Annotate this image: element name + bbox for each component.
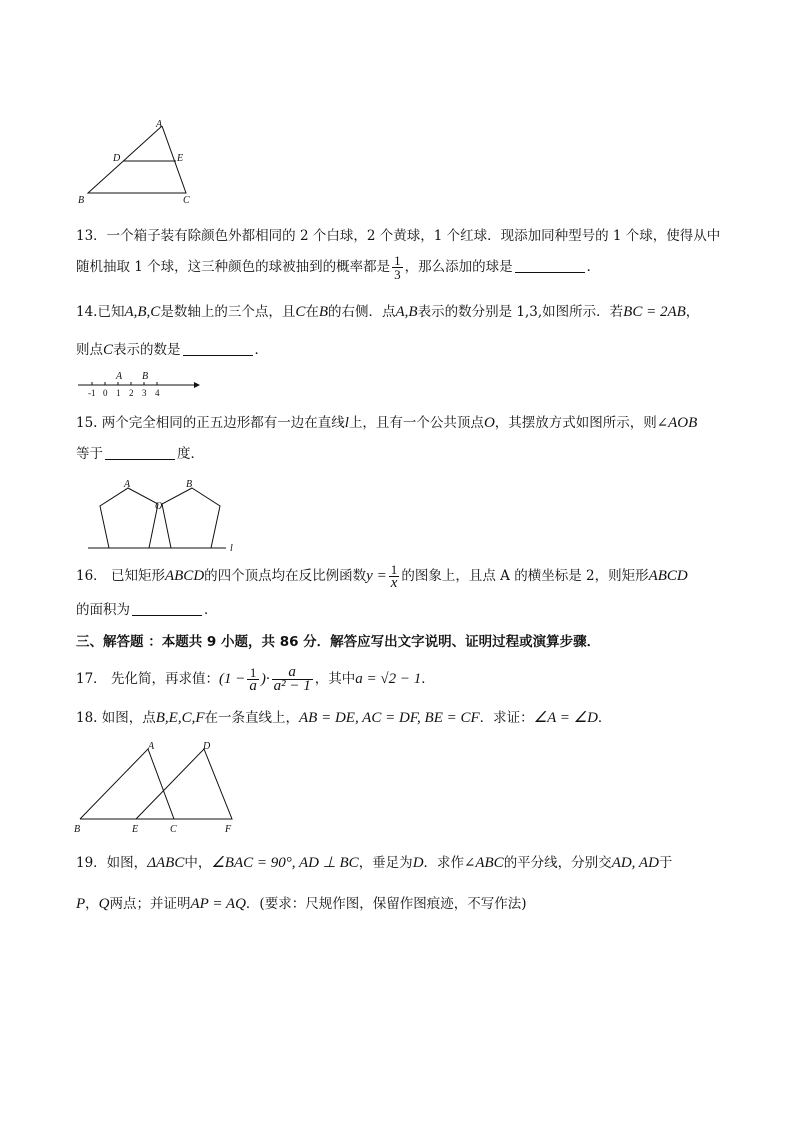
q19-v3: D [412, 855, 424, 871]
q19-v8: AP = AQ [190, 896, 246, 912]
numline-label-b: B [142, 371, 149, 382]
q19-v1: ΔABC [147, 855, 185, 871]
q18-t3: ．求证： [479, 710, 534, 726]
q16-answer-blank[interactable] [132, 601, 202, 616]
q17-f2-den: a² − 1 [273, 678, 311, 694]
q16-v2: y = [366, 568, 387, 584]
tick-3: 3 [142, 388, 147, 398]
q14-t6: ， [685, 304, 700, 320]
q16-t1: 16． 已知矩形 [76, 568, 165, 584]
fig12-label-e: E [177, 153, 184, 164]
q19-v2: ∠BAC = 90°, AD ⊥ BC [211, 855, 359, 871]
q17-line [76, 666, 435, 693]
q19-t6: 于 [658, 855, 673, 871]
q16-line2 [76, 600, 218, 620]
q17-e1: (1 − [218, 671, 246, 687]
fig18-label-d: D [203, 741, 211, 752]
q16-v3: ABCD [648, 568, 688, 584]
q17-fraction-1 [247, 666, 259, 693]
q14-answer-blank[interactable] [183, 341, 253, 356]
q17-t2: ，其中 [314, 671, 356, 687]
q15-t2: 上，且有一个公共顶点 [348, 415, 484, 431]
q16-t2: 的四个顶点均在反比例函数 [204, 568, 367, 584]
number-line-figure [76, 370, 206, 400]
q19-v4: ABC [475, 855, 504, 871]
q13-frac-den: 3 [394, 267, 401, 282]
two-pentagons-figure [86, 476, 246, 554]
q19-t3: ，垂足为 [358, 855, 413, 871]
fig12-label-a: A [156, 119, 163, 130]
tick-1: 1 [116, 388, 121, 398]
q19-v6: P [76, 896, 86, 912]
q13-line1 [76, 226, 720, 246]
q13-fraction [392, 254, 403, 281]
q13-end: ． [586, 259, 601, 275]
fig12-label-c: C [183, 195, 190, 206]
q13-line2 [76, 254, 600, 281]
q14-v6: C [103, 342, 114, 358]
q16-frac-den: x [390, 575, 398, 591]
q15-t5: 度． [177, 446, 204, 462]
q18-line [76, 708, 611, 728]
q15-v3: AOB [668, 415, 698, 431]
q14-t8: 表示的数是 [113, 342, 181, 358]
q17-end: ． [421, 671, 435, 687]
q19-t4: ．求作∠ [423, 855, 476, 871]
q14-v1: A,B,C [124, 304, 161, 320]
q16-t4: 的面积为 [76, 602, 130, 618]
q16-frac-num: 1 [389, 563, 400, 577]
fig12-label-d: D [113, 153, 121, 164]
q19-t8: 两点；并证明 [109, 896, 191, 912]
fig15-label-l: l [230, 543, 233, 554]
q18-end: ． [597, 710, 612, 726]
fig15-label-b: B [186, 479, 193, 490]
q19-v7: Q [98, 896, 110, 912]
q14-v5: BC = 2AB [623, 304, 686, 320]
q15-v2: O [483, 415, 495, 431]
tick-4: 4 [155, 388, 160, 398]
q15-t4: 等于 [76, 446, 103, 462]
fig18-label-f: F [225, 824, 232, 835]
q19-line1 [76, 853, 672, 873]
q13-text-1: 13．一个箱子装有除颜色外都相同的 2 个白球，2 个黄球，1 个红球．现添加同种型号的 1 个球，使得从中 [76, 228, 721, 244]
q15-t1: 15. 两个完全相同的正五边形都有一边在直线 [76, 415, 345, 431]
q16-line1 [76, 563, 688, 590]
section3-heading: 三、解答题 ：本题共 9 小题，共 86 分．解答应写出文字说明、证明过程或演算步骤． [76, 634, 601, 650]
q16-t3: 的图象上，且点 A 的横坐标是 2，则矩形 [401, 568, 649, 584]
fig18-label-e: E [132, 824, 139, 835]
q16-v1: ABCD [164, 568, 205, 584]
q14-t4: 的右侧．点 [328, 304, 396, 320]
q17-f1-num: 1 [247, 666, 259, 680]
q14-v2: C [295, 304, 306, 320]
q18-v1: B,E,C,F [155, 710, 205, 726]
q18-t1: 18. 如图，点 [76, 710, 156, 726]
q17-e2: )· [260, 671, 270, 687]
q19-line2 [76, 894, 526, 914]
q14-v3: B [318, 304, 329, 320]
q13-text-3: ，那么添加的球是 [404, 259, 513, 275]
q19-t5: 的平分线，分别交 [503, 855, 612, 871]
q17-t1: 17． 先化简，再求值： [76, 671, 219, 687]
fig15-label-a: A [124, 479, 131, 490]
q15-answer-blank[interactable] [105, 445, 175, 460]
q14-t7: 则点 [76, 342, 103, 358]
triangle-figure-de-bc [76, 118, 206, 206]
q14-line1 [76, 302, 699, 322]
tick-minus1: -1 [88, 388, 96, 398]
q19-t2: 中， [184, 855, 212, 871]
q15-t3: ，其摆放方式如图所示，则∠ [494, 415, 669, 431]
q14-end: ． [254, 342, 269, 358]
q14-v4: A,B [395, 304, 418, 320]
fig12-label-b: B [78, 195, 85, 206]
q19-t9: ．(要求：尺规作图，保留作图痕迹，不写作法) [245, 896, 527, 912]
q19-t7: ， [85, 896, 99, 912]
q14-t2: 是数轴上的三个点，且 [160, 304, 296, 320]
q18-v2: AB = DE, AC = DF, BE = CF [299, 710, 480, 726]
fig15-label-o: O [155, 501, 163, 512]
q18-t2: 在一条直线上， [204, 710, 300, 726]
fig18-label-c: C [170, 824, 177, 835]
q13-text-2: 随机抽取 1 个球，这三种颜色的球被抽到的概率都是 [76, 259, 391, 275]
q19-v5: AD, AD [611, 855, 659, 871]
two-triangles-figure [72, 738, 242, 836]
q14-t5: 表示的数分别是 1,3,如图所示．若 [417, 304, 624, 320]
q16-end: ． [204, 602, 218, 618]
q13-answer-blank[interactable] [515, 258, 585, 273]
q16-fraction [389, 563, 400, 590]
q14-t3: 在 [305, 304, 319, 320]
q15-line2 [76, 444, 204, 464]
numline-label-a: A [116, 371, 123, 382]
tick-2: 2 [129, 388, 134, 398]
q19-t1: 19．如图， [76, 855, 148, 871]
q17-fraction-2 [272, 666, 313, 693]
q14-t1: 14.已知 [76, 304, 125, 320]
q18-v3: ∠A = ∠D [533, 710, 598, 726]
fig18-label-b: B [74, 824, 81, 835]
q17-v2: a = √2 − 1 [355, 671, 422, 687]
q15-v1: l [344, 415, 349, 431]
fig18-label-a: A [148, 741, 155, 752]
q15-line1 [76, 413, 697, 433]
q17-f1-den: a [249, 678, 257, 694]
q17-f2-num: a [272, 666, 313, 680]
tick-0: 0 [103, 388, 108, 398]
q13-frac-num: 1 [394, 253, 401, 268]
q14-line2 [76, 340, 268, 360]
